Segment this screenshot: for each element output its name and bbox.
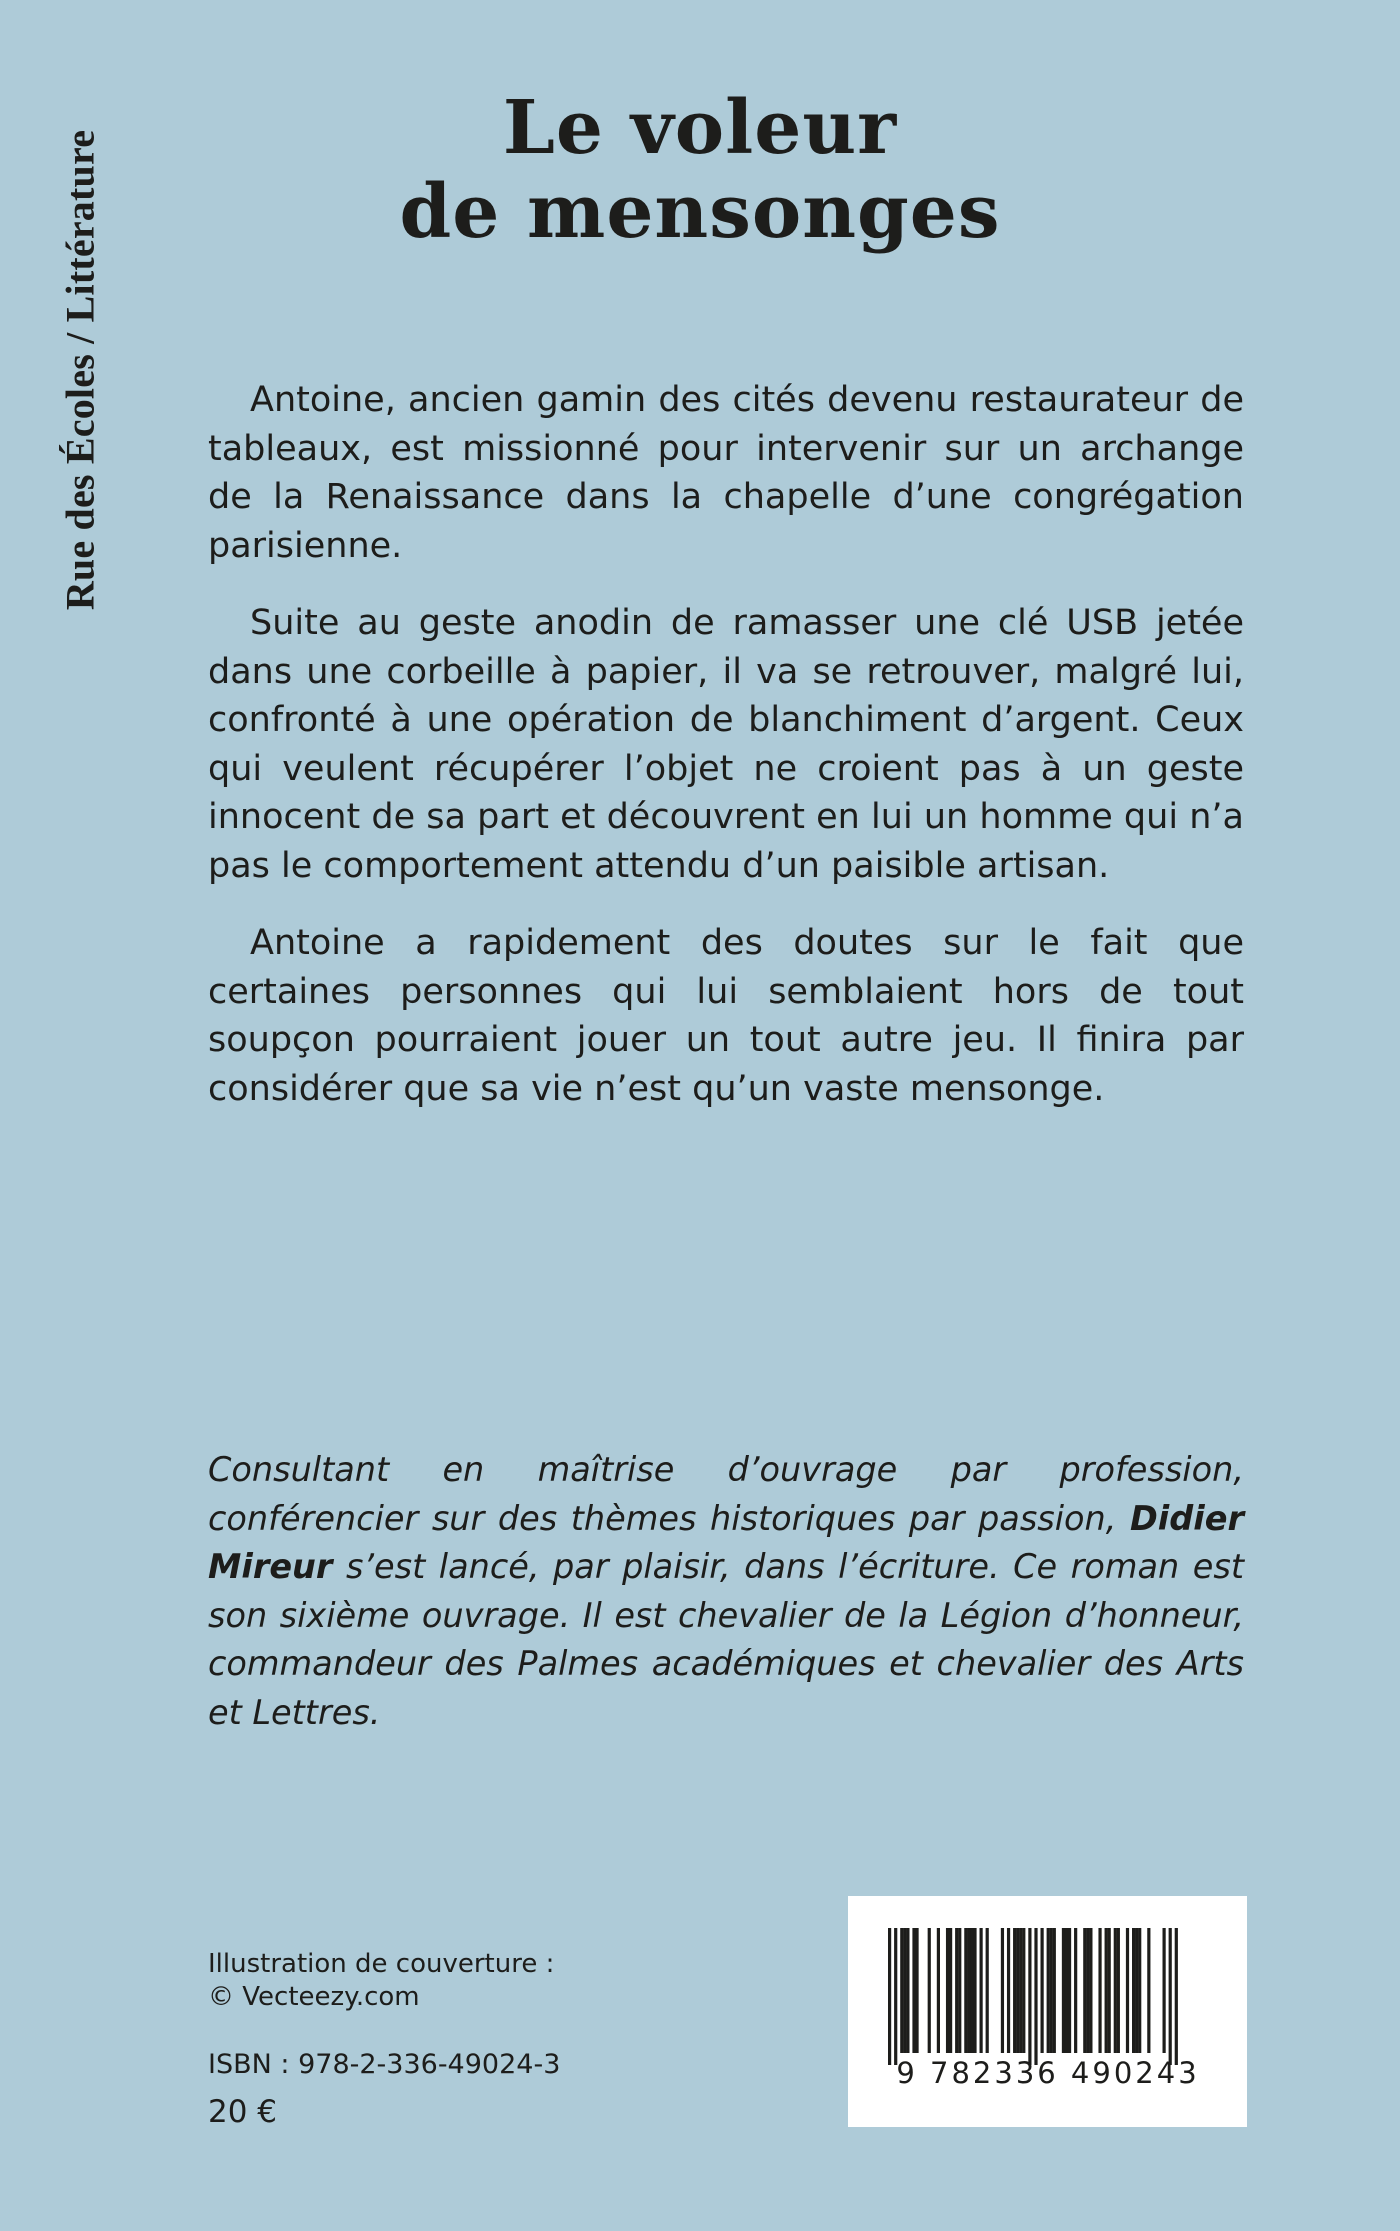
barcode-bar xyxy=(970,1928,973,2053)
barcode-bar xyxy=(1007,1928,1010,2053)
credits-line-2: © Vecteezy.com xyxy=(208,1982,420,2012)
summary-paragraph: Antoine, ancien gamin des cités devenu restaurateur de tableaux, est missionné pour intervenir sur un archange de la Renaissance dans la chapelle d’une congrégation parisienne. xyxy=(208,380,1244,566)
barcode-bar xyxy=(1062,1928,1065,2053)
author-bio-text-end: s’est lancé, par plaisir, dans l’écriture. Ce roman est son sixième ouvrage. Il est chevalier de la Légion d’honneur, commandeur des Palmes académiques et chevalier des Arts et Lettres. xyxy=(208,1547,1244,1732)
barcode-bar xyxy=(1086,1928,1089,2053)
isbn-number: ISBN : 978-2-336-49024-3 xyxy=(208,2049,561,2080)
barcode-bar xyxy=(1108,1928,1111,2053)
barcode-bar xyxy=(980,1928,983,2053)
barcode-bar xyxy=(888,1928,891,2065)
barcode-bar xyxy=(1147,1928,1150,2053)
title-line-1: Le voleur xyxy=(502,85,898,171)
barcode-bar xyxy=(1047,1928,1050,2053)
barcode-bar xyxy=(903,1928,906,2053)
barcode-bar xyxy=(1034,1928,1037,2065)
barcode-bar xyxy=(973,1928,976,2053)
barcode-bar xyxy=(937,1928,940,2053)
barcode-bar xyxy=(1089,1928,1092,2053)
barcode-bar xyxy=(894,1928,897,2065)
barcode-bar xyxy=(1050,1928,1053,2053)
barcode-bar xyxy=(1068,1928,1071,2053)
credits-line-1: Illustration de couverture : xyxy=(208,1949,555,1979)
author-bio-paragraph xyxy=(208,1446,1244,1737)
barcode-bar xyxy=(1098,1928,1101,2053)
barcode-bar xyxy=(1028,1928,1031,2065)
barcode-bar xyxy=(1135,1928,1138,2053)
barcode-bar xyxy=(1001,1928,1004,2053)
barcode-bar xyxy=(915,1928,918,2053)
barcode-bar xyxy=(1013,1928,1016,2053)
barcode-bar xyxy=(946,1928,949,2053)
barcode-bar xyxy=(1114,1928,1117,2053)
barcode-bar xyxy=(949,1928,952,2053)
barcode-bar xyxy=(1053,1928,1056,2053)
barcode-bar xyxy=(928,1928,931,2053)
spine-collection-label xyxy=(40,100,120,640)
price-label: 20 € xyxy=(208,2094,278,2130)
barcode-bar xyxy=(1132,1928,1135,2053)
barcode-bar xyxy=(900,1928,903,2053)
barcode-bar xyxy=(1022,1928,1025,2053)
barcode-bar xyxy=(906,1928,909,2053)
barcode-bar xyxy=(1065,1928,1068,2053)
title-line-2: de mensonges xyxy=(399,169,1001,255)
barcode-bar xyxy=(967,1928,970,2053)
illustration-credits xyxy=(208,1948,554,2014)
barcode-bar xyxy=(1016,1928,1019,2053)
barcode-bar xyxy=(1163,1928,1166,2053)
barcode-bar xyxy=(1105,1928,1108,2053)
barcode-bar xyxy=(958,1928,961,2053)
barcode-bar xyxy=(964,1928,967,2053)
summary-paragraph: Suite au geste anodin de ramasser une clé USB jetée dans une corbeille à papier, il va se retrouver, malgré lui, confronté à une opération de blanchiment d’argent. Ceux qui veulent récupérer l’objet ne croient pas à un geste innocent de sa part et découvrent en lui un homme qui n’a pas le comportement attendu d’un paisible artisan. xyxy=(208,603,1244,886)
book-title xyxy=(300,86,1100,254)
summary-paragraph: Antoine a rapidement des doutes sur le fait que certaines personnes qui lui semblaient hors de tout soupçon pourraient jouer un tout autre jeu. Il finira par considérer que sa vie n’est qu’un vaste mensonge. xyxy=(208,923,1244,1109)
barcode-bar xyxy=(1074,1928,1077,2053)
barcode-bar xyxy=(1117,1928,1120,2053)
collection-text: Rue des Écoles / Littérature xyxy=(57,129,103,611)
author-biography xyxy=(208,1446,1244,1737)
barcode-graphic xyxy=(848,1896,1247,2127)
barcode-bar xyxy=(986,1928,989,2053)
barcode-bar xyxy=(1083,1928,1086,2053)
author-bio-text-start: Consultant en maîtrise d’ouvrage par profession, conférencier sur des thèmes historiques par passion, xyxy=(208,1450,1244,1538)
barcode-bar xyxy=(912,1928,915,2053)
barcode-bar xyxy=(955,1928,958,2053)
barcode-bar xyxy=(1169,1928,1172,2065)
barcode-bar xyxy=(1138,1928,1141,2053)
barcode-bar xyxy=(1019,1928,1022,2053)
barcode-bar xyxy=(1041,1928,1044,2053)
barcode-digits: 9 782336 490243 xyxy=(896,2056,1200,2090)
barcode-bar xyxy=(1126,1928,1129,2053)
barcode-panel xyxy=(848,1896,1247,2127)
book-summary xyxy=(208,376,1244,1142)
barcode-bar xyxy=(1175,1928,1178,2065)
author-name: Didier Mireur xyxy=(208,1498,1244,1586)
